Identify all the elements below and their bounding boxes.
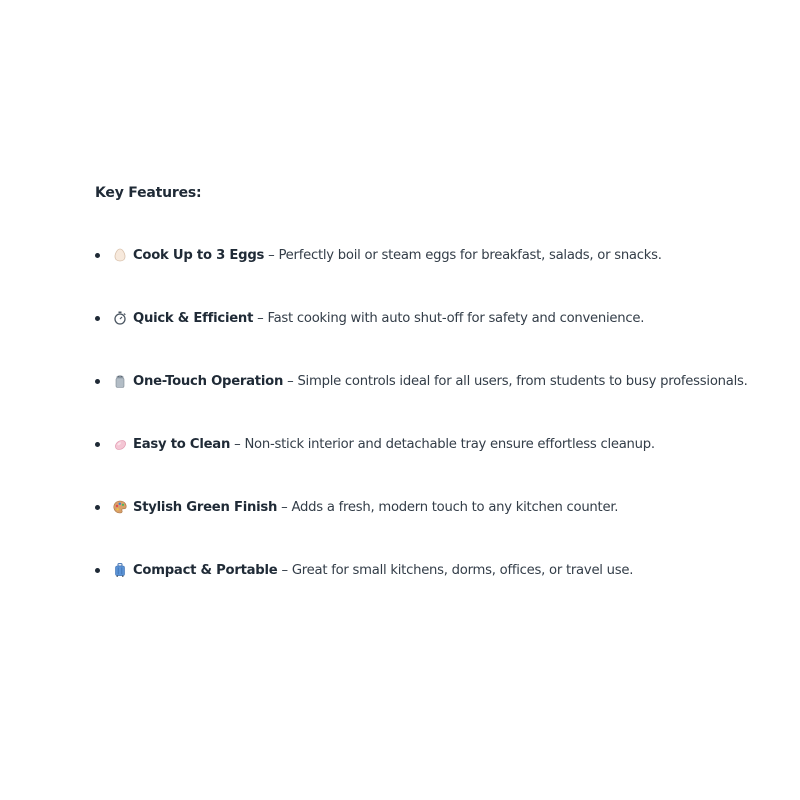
feature-separator: – <box>287 373 294 389</box>
bullet <box>95 505 100 510</box>
bullet <box>95 379 100 384</box>
feature-separator: – <box>234 436 241 452</box>
feature-item-eggs <box>95 245 662 265</box>
feature-separator: – <box>257 310 264 326</box>
bullet <box>95 442 100 447</box>
feature-separator: – <box>281 562 288 578</box>
features-heading: Key Features: <box>95 185 202 201</box>
feature-title: Cook Up to 3 Eggs <box>133 247 265 263</box>
feature-separator: – <box>281 499 288 515</box>
bullet <box>95 568 100 573</box>
feature-title: One-Touch Operation <box>133 373 284 389</box>
egg-icon <box>113 248 127 262</box>
feature-item-stylish <box>95 497 618 517</box>
feature-description: Great for small kitchens, dorms, offices, or travel use. <box>291 562 634 578</box>
feature-description: Adds a fresh, modern touch to any kitchen counter. <box>291 499 619 515</box>
feature-description: Fast cooking with auto shut-off for safety and convenience. <box>267 310 645 326</box>
feature-title: Easy to Clean <box>133 436 231 452</box>
feature-description: Simple controls ideal for all users, from students to busy professionals. <box>297 373 748 389</box>
feature-item-clean <box>95 434 655 454</box>
bullet <box>95 316 100 321</box>
palette-icon <box>113 500 127 514</box>
feature-separator: – <box>268 247 275 263</box>
feature-description: Non-stick interior and detachable tray ensure effortless cleanup. <box>244 436 655 452</box>
soap-icon <box>113 437 127 451</box>
stopwatch-icon <box>113 311 127 325</box>
feature-title: Compact & Portable <box>133 562 278 578</box>
salt-shaker-icon <box>113 374 127 388</box>
bullet <box>95 253 100 258</box>
feature-item-one-touch <box>95 371 748 391</box>
luggage-icon <box>113 563 127 577</box>
feature-description: Perfectly boil or steam eggs for breakfast, salads, or snacks. <box>278 247 662 263</box>
feature-item-quick <box>95 308 644 328</box>
feature-title: Stylish Green Finish <box>133 499 278 515</box>
feature-item-compact <box>95 560 633 580</box>
feature-title: Quick & Efficient <box>133 310 254 326</box>
